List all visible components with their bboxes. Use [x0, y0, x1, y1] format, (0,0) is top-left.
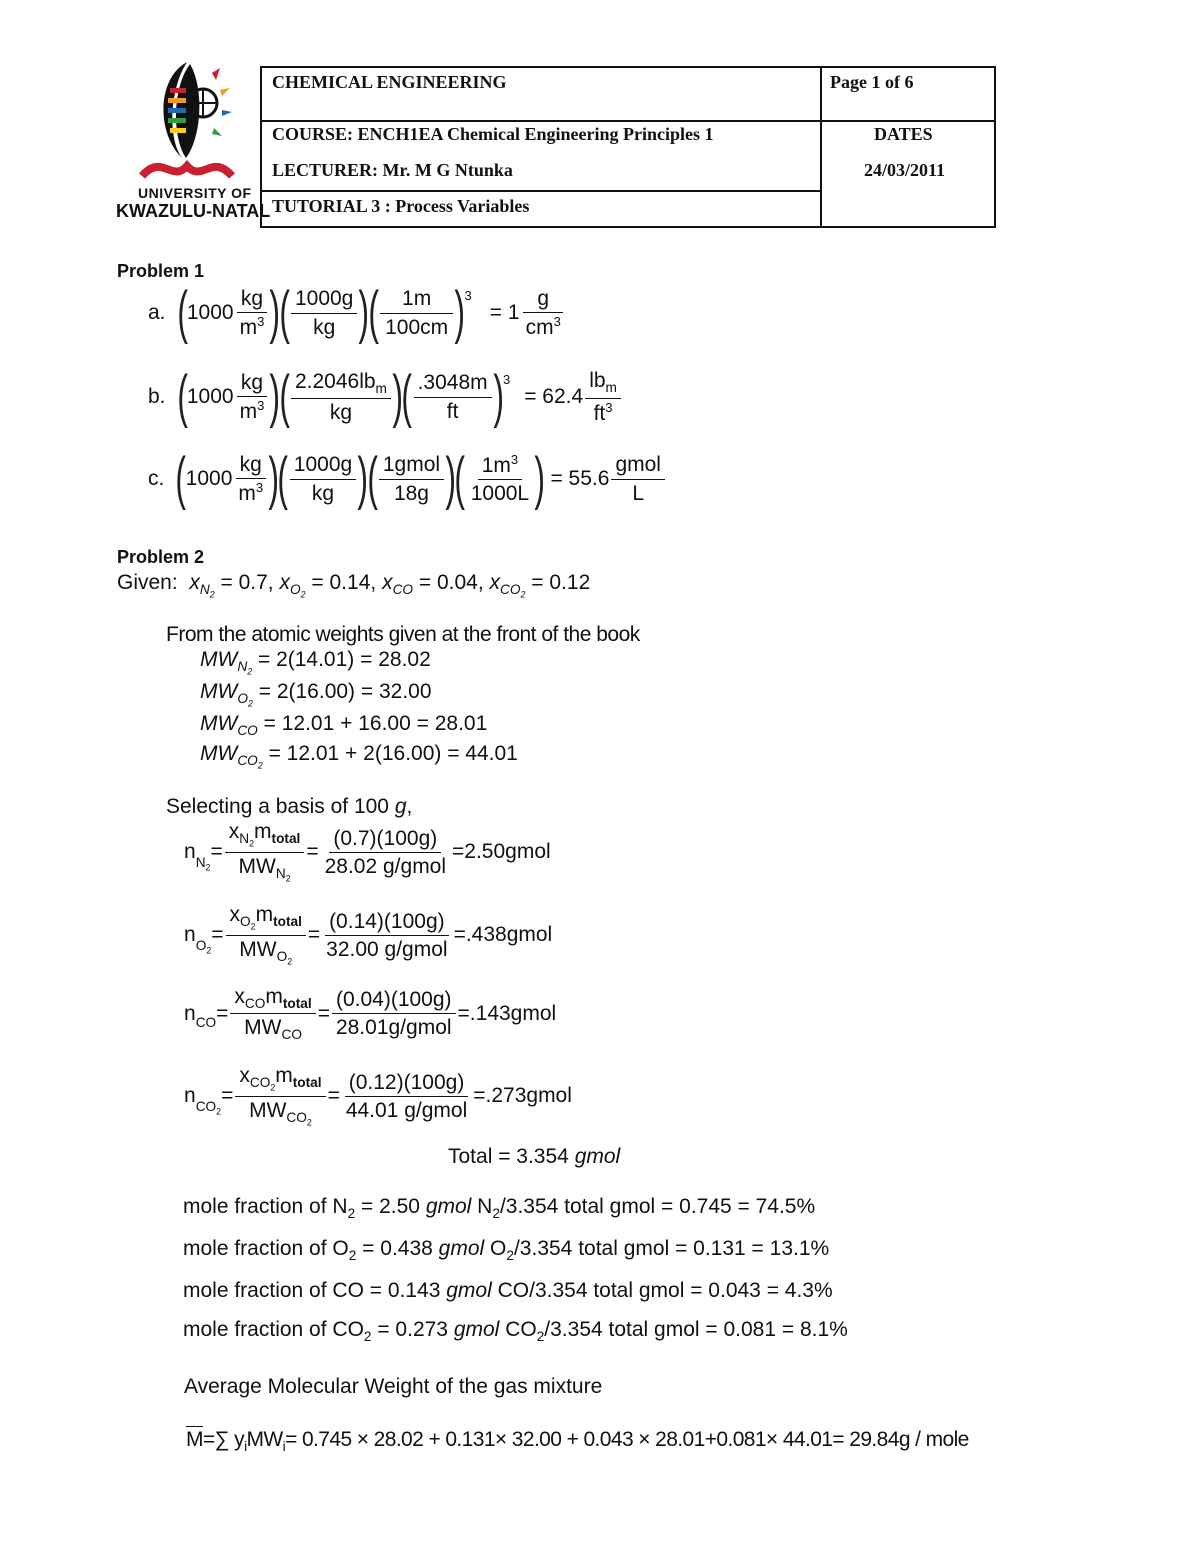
total-moles: Total = 3.354 gmol: [448, 1145, 621, 1168]
mole-fraction-co2: mole fraction of $CO_2 = 0.273$ gmol $CO_2/3.354$ total gmol = 0.081 = 8.1%: [183, 1318, 848, 1345]
logo-text-line2: KWAZULU-NATAL: [116, 201, 271, 221]
lecturer-line: LECTURER: Mr. M G Ntunka: [272, 160, 513, 180]
fraction: $\frac{kg}{m^3}$: [234, 453, 267, 505]
course-line: COURSE: ENCH1EA Chemical Engineering Principles 1: [272, 124, 714, 144]
fraction: $\frac{1000g}{kg}$: [290, 453, 356, 504]
mole-fraction-o2: mole fraction of $O_2 = 0.438$ gmol $O_2/3.354$ total gmol = 0.131 = 13.1%: [183, 1237, 830, 1264]
mw-line-n2: $MW_{N_2} = 2(14.01) = 28.02$: [200, 648, 431, 677]
eq-label: c.: [148, 467, 165, 490]
date-value: 24/03/2011: [864, 160, 946, 180]
mole-calc-n2: n $_{N_2}$ = $\frac{x_{N_2}m_{total}}{MW_{N_2}}$ = $\frac{(0.7)(100g)}{\text{28.02 g/gmol}}$ =2.50gmol: [184, 820, 551, 884]
fraction: $\frac{\text{1gmol}}{18g}$: [379, 453, 444, 504]
problem1-equation-a: a. ( 1000 $\frac{kg}{m^3}$ ) ( $\frac{1000g}{kg}$ ) ( $\frac{1m}{100cm}$ ) $^3$ = 1 $\frac{g}{cm^3}$: [148, 284, 567, 342]
mw-line-co: $MW_{CO} = 12.01 + 16.00 = 28.01$: [200, 712, 488, 739]
fraction: $\frac{kg}{m^3}$: [236, 287, 269, 339]
problem1-title: Problem 1: [117, 261, 205, 281]
given-line: Given: $x_{N_2} = 0.7$, $x_{O_2} = 0.14$, $x_{CO} = 0.04$, $x_{CO_2} = 0.12$: [117, 571, 591, 600]
eq-coef: 1000: [186, 301, 234, 324]
dates-label: DATES: [874, 124, 933, 144]
fraction: $\frac{lb_m}{ft^3}$: [585, 369, 621, 424]
eq-label: a.: [148, 301, 166, 324]
fraction: $\frac{2.2046lb_m}{kg}$: [291, 370, 391, 424]
mole-fraction-co: mole fraction of CO = 0.143 gmol CO/3.354 total gmol = 0.043 = 4.3%: [183, 1279, 833, 1302]
mole-calc-o2: n $_{O_2}$ = $\frac{x_{O_2}m_{total}}{MW_{O_2}}$ = $\frac{(0.14)(100g)}{\text{32.00 g/gmol}}$ =.438gmol: [184, 903, 553, 967]
fraction: $\frac{\text{gmol}}{L}$: [611, 453, 665, 504]
fraction: $\frac{g}{cm^3}$: [522, 287, 565, 339]
eq-label: b.: [148, 385, 166, 408]
fraction: $\frac{1m}{100cm}$: [380, 287, 453, 338]
fraction: $\frac{1m^3}{1000L}$: [470, 451, 530, 505]
problem1-equation-b: b. ( 1000 $\frac{kg}{m^3}$ ) ( $\frac{2.2046lb_m}{kg}$ ) ( $\frac{.3048m}{ft}$ ) $^3$ = 62.4 $\frac{lb_m}{ft^3}$: [148, 368, 623, 426]
page-number: Page 1 of 6: [830, 72, 914, 92]
mole-calc-co: n $_{CO}$ = $\frac{x_{CO}m_{total}}{MW_{CO}}$ = $\frac{(0.04)(100g)}{\text{28.01g/gmol}}$ =.143gmol: [184, 985, 557, 1043]
fraction: $\frac{kg}{m^3}$: [236, 371, 269, 423]
university-logo: [112, 58, 271, 223]
mw-line-o2: $MW_{O_2} = 2(16.00) = 32.00$: [200, 680, 432, 709]
atomic-weights-intro: From the atomic weights given at the front of the book: [166, 623, 640, 646]
fraction: $\frac{1000g}{kg}$: [291, 287, 357, 338]
header-table: [260, 66, 996, 228]
mole-calc-co2: n $_{CO_2}$ = $\frac{x_{CO_2}m_{total}}{MW_{CO_2}}$ = $\frac{(0.12)(100g)}{\text{44.01 g/gmol}}$ =.273gmol: [184, 1064, 572, 1128]
mole-fraction-n2: mole fraction of $N_2 = 2.50$ gmol $N_2/3.354$ total gmol = 0.745 = 74.5%: [183, 1195, 816, 1222]
tutorial-line: TUTORIAL 3 : Process Variables: [272, 196, 530, 216]
mw-line-co2: $MW_{CO_2} = 12.01 + 2(16.00) = 44.01$: [200, 742, 518, 771]
shield-crest-icon: [112, 58, 262, 188]
problem2-title: Problem 2: [117, 547, 205, 567]
average-mw-title: Average Molecular Weight of the gas mixture: [184, 1375, 603, 1398]
fraction: $\frac{.3048m}{ft}$: [414, 371, 492, 422]
problem1-equation-c: c. ( 1000 $\frac{kg}{m^3}$ ) ( $\frac{1000g}{kg}$ ) ( $\frac{\text{1gmol}}{18g}$ ) ( $\frac{1m^3}{1000L}$ ) = 55.6 $\frac{\text{gmol}}{L}$: [148, 450, 667, 508]
basis-line: Selecting a basis of 100 g,: [166, 795, 413, 818]
logo-text-line1: UNIVERSITY OF: [138, 185, 252, 201]
average-mw-equation: M=∑ $y_iMW_i= 0.745 \times 28.02 + 0.131\times 32.00 + 0.043 \times 28.01+0.081\times 44.01= 29.84g$ / mole: [186, 1428, 969, 1455]
department-title: CHEMICAL ENGINEERING: [272, 72, 507, 92]
